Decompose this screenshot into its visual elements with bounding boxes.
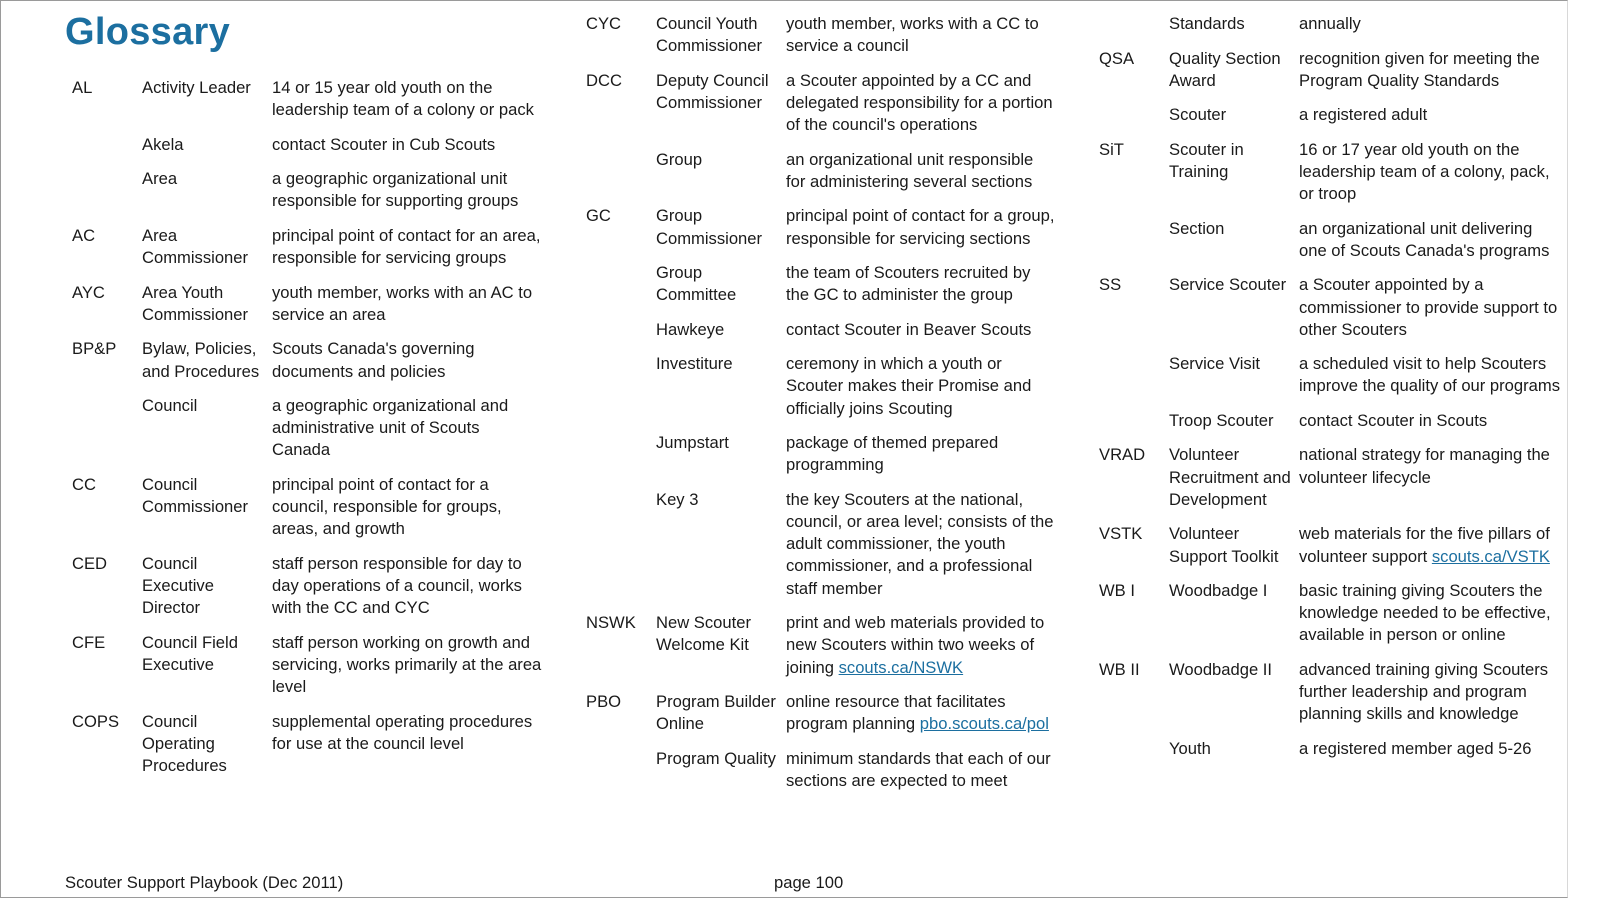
glossary-entry <box>72 338 542 382</box>
glossary-definition <box>786 262 1056 306</box>
glossary-term: Group Committee <box>656 263 737 305</box>
glossary-definition-text: 16 or 17 year old youth on the leadership team of a colony, pack, or troop <box>1299 139 1550 204</box>
glossary-definition <box>272 474 542 541</box>
glossary-definition <box>786 432 1056 476</box>
glossary-abbreviation: SiT <box>1099 139 1124 159</box>
glossary-abbreviation: NSWK <box>586 613 636 633</box>
glossary-definition-text: online resource that facilitates program planning <box>786 692 1006 734</box>
glossary-definition-text: Scouts Canada's governing documents and policies <box>272 339 475 381</box>
glossary-abbreviation: CFE <box>72 632 106 652</box>
glossary-term: Woodbadge I <box>1169 581 1268 601</box>
glossary-definition-text: principal point of contact for an area, responsible for servicing groups <box>272 225 541 268</box>
glossary-definition-text: a Scouter appointed by a CC and delegated responsibility for a portion of the council's operations <box>786 70 1053 135</box>
glossary-term: Council Field Executive <box>142 632 238 674</box>
glossary-definition-text: a Scouter appointed by a commissioner to provide support to other Scouters <box>1299 275 1558 339</box>
glossary-term: Group Commissioner <box>656 206 763 248</box>
glossary-term: Investiture <box>656 354 733 374</box>
glossary-definition <box>786 13 1056 57</box>
glossary-entry <box>586 70 1056 137</box>
glossary-entry <box>72 168 542 212</box>
glossary-definition-text: supplemental operating procedures for use at the council level <box>272 711 533 753</box>
glossary-definition-text: annually <box>1299 14 1361 33</box>
glossary-entry <box>586 149 1056 193</box>
glossary-definition-text: web materials for the five pillars of volunteer support <box>1299 524 1550 566</box>
glossary-definition <box>786 748 1056 792</box>
glossary-abbreviation: QSA <box>1099 48 1135 68</box>
glossary-definition-text: a registered member aged 5-26 <box>1299 738 1532 758</box>
glossary-definition <box>1299 353 1561 397</box>
glossary-term: Akela <box>142 134 184 154</box>
glossary-term: Area Youth Commissioner <box>142 282 249 324</box>
glossary-abbreviation: CC <box>72 474 96 494</box>
glossary-definition-text: basic training giving Scouters the knowledge needed to be effective, available in person or online <box>1299 581 1551 645</box>
glossary-definition <box>786 70 1056 137</box>
glossary-definition <box>1299 659 1561 726</box>
glossary-definition-text: ceremony in which a youth or Scouter makes their Promise and officially joins Scouting <box>786 354 1032 418</box>
glossary-definition <box>786 319 1056 341</box>
glossary-entry <box>586 13 1056 57</box>
glossary-term: Service Visit <box>1169 354 1260 374</box>
glossary-column-2 <box>586 13 1056 804</box>
glossary-definition <box>272 134 542 156</box>
glossary-abbreviation: PBO <box>586 692 622 712</box>
glossary-entry <box>586 489 1056 600</box>
glossary-definition <box>786 612 1056 679</box>
glossary-entry <box>586 262 1056 306</box>
glossary-entry <box>586 205 1056 249</box>
glossary-term: Standards <box>1169 14 1245 33</box>
glossary-entry <box>586 319 1056 341</box>
glossary-definition <box>272 77 542 121</box>
glossary-term: Key 3 <box>656 489 699 509</box>
glossary-definition-text: a scheduled visit to help Scouters improve the quality of our programs <box>1299 354 1561 396</box>
glossary-entry <box>1099 738 1561 760</box>
glossary-term: Scouter in Training <box>1169 139 1244 181</box>
glossary-term: Program Builder Online <box>656 692 776 734</box>
glossary-definition-text: a geographic organizational unit responsible for supporting groups <box>272 169 519 211</box>
glossary-definition <box>1299 139 1561 206</box>
glossary-abbreviation: CED <box>72 553 108 573</box>
glossary-entry <box>1099 218 1561 262</box>
glossary-definition-text: a geographic organizational and administrative unit of Scouts Canada <box>272 396 509 460</box>
glossary-term: Scouter <box>1169 105 1227 125</box>
glossary-definition <box>1299 523 1561 567</box>
glossary-term: Section <box>1169 218 1225 238</box>
glossary-definition <box>1299 104 1561 126</box>
glossary-term: Area <box>142 169 178 189</box>
glossary-entry <box>72 282 542 326</box>
glossary-entry <box>1099 444 1561 511</box>
glossary-entry <box>1099 13 1561 35</box>
glossary-entry <box>586 353 1056 420</box>
glossary-term: Council Youth Commissioner <box>656 14 763 56</box>
glossary-term: Program Quality <box>656 748 776 768</box>
glossary-definition-text: print and web materials provided to new Scouters within two weeks of joining <box>786 613 1045 677</box>
glossary-definition-text: youth member, works with a CC to service a council <box>786 14 1039 56</box>
glossary-column-1 <box>72 77 542 790</box>
glossary-definition-text: an organizational unit delivering one of Scouts Canada's programs <box>1299 218 1550 260</box>
glossary-definition <box>272 168 542 212</box>
glossary-definition-text: the key Scouters at the national, council, or area level; consists of the adult commissioner, the youth commissioner, and a professional staff member <box>786 489 1054 598</box>
glossary-definition-text: the team of Scouters recruited by the GC to administer the group <box>786 263 1031 305</box>
glossary-entry <box>72 474 542 541</box>
glossary-definition-text: principal point of contact for a council, responsible for groups, areas, and growth <box>272 474 502 539</box>
glossary-column-3 <box>1099 13 1561 772</box>
glossary-term: Volunteer Recruitment and Development <box>1169 445 1291 509</box>
glossary-term: Woodbadge II <box>1169 659 1273 679</box>
glossary-abbreviation: AYC <box>72 282 105 302</box>
glossary-term: Deputy Council Commissioner <box>656 70 769 112</box>
glossary-term: Bylaw, Policies, and Procedures <box>142 339 260 381</box>
glossary-definition <box>1299 738 1561 760</box>
glossary-term: Quality Section Award <box>1169 48 1281 90</box>
glossary-entry <box>1099 523 1561 567</box>
glossary-entry <box>586 432 1056 476</box>
glossary-entry <box>1099 48 1561 92</box>
glossary-definition <box>786 353 1056 420</box>
glossary-definition <box>786 489 1056 600</box>
glossary-definition <box>1299 218 1561 262</box>
glossary-abbreviation: DCC <box>586 70 622 90</box>
glossary-term: Hawkeye <box>656 319 725 339</box>
glossary-entry <box>72 553 542 620</box>
glossary-entry <box>1099 659 1561 726</box>
glossary-definition <box>272 553 542 620</box>
glossary-term: Volunteer Support Toolkit <box>1169 524 1279 566</box>
footer-page-number: page 100 <box>774 873 844 892</box>
glossary-term: New Scouter Welcome Kit <box>656 613 751 655</box>
glossary-entry <box>72 395 542 462</box>
glossary-definition <box>1299 274 1561 341</box>
glossary-entry <box>1099 274 1561 341</box>
glossary-term: Area Commissioner <box>142 225 249 268</box>
glossary-definition-text: contact Scouter in Beaver Scouts <box>786 319 1032 339</box>
glossary-definition <box>272 711 542 755</box>
glossary-definition-text: national strategy for managing the volunteer lifecycle <box>1299 445 1550 487</box>
glossary-definition-text: staff person working on growth and servicing, works primarily at the area level <box>272 632 542 697</box>
glossary-definition-text: advanced training giving Scouters further leadership and program planning skills and knowledge <box>1299 659 1549 724</box>
glossary-definition-text: an organizational unit responsible for administering several sections <box>786 149 1034 191</box>
glossary-abbreviation: SS <box>1099 275 1122 295</box>
glossary-definition-text: staff person responsible for day to day operations of a council, works with the CC and CYC <box>272 553 522 618</box>
glossary-definition-text: contact Scouter in Cub Scouts <box>272 134 496 154</box>
glossary-abbreviation: COPS <box>72 711 120 731</box>
glossary-definition <box>272 395 542 462</box>
glossary-entry <box>1099 139 1561 206</box>
glossary-entry <box>72 632 542 699</box>
glossary-definition <box>786 691 1056 735</box>
glossary-definition <box>786 149 1056 193</box>
glossary-entry <box>1099 104 1561 126</box>
glossary-definition <box>1299 48 1561 92</box>
glossary-link[interactable]: scouts.ca/NSWK <box>838 657 964 677</box>
glossary-term: Council Commissioner <box>142 474 249 517</box>
glossary-entry <box>72 77 542 121</box>
glossary-definition <box>1299 580 1561 647</box>
glossary-definition-text: 14 or 15 year old youth on the leadership team of a colony or pack <box>272 78 534 120</box>
glossary-definition <box>272 225 542 269</box>
glossary-entry <box>72 134 542 156</box>
glossary-abbreviation: WB II <box>1099 659 1140 679</box>
glossary-definition <box>272 338 542 382</box>
glossary-definition <box>272 282 542 326</box>
glossary-term: Council Operating Procedures <box>142 711 227 776</box>
glossary-abbreviation: AC <box>72 225 96 245</box>
glossary-abbreviation: VRAD <box>1099 445 1146 465</box>
glossary-definition <box>1299 444 1561 488</box>
glossary-definition <box>1299 13 1561 35</box>
glossary-definition-text: youth member, works with an AC to service an area <box>272 282 533 324</box>
glossary-entry <box>1099 580 1561 647</box>
glossary-link[interactable]: pbo.scouts.ca/pol <box>919 714 1049 734</box>
glossary-abbreviation: AL <box>72 78 93 97</box>
glossary-term: Group <box>656 149 703 169</box>
glossary-entry <box>72 711 542 778</box>
glossary-definition-text: a registered adult <box>1299 105 1428 125</box>
page-title: Glossary <box>65 11 231 53</box>
glossary-definition <box>1299 410 1561 432</box>
glossary-definition-text: package of themed prepared programming <box>786 433 999 475</box>
glossary-term: Service Scouter <box>1169 275 1287 295</box>
glossary-abbreviation: CYC <box>586 14 622 33</box>
glossary-abbreviation: BP&P <box>72 339 117 359</box>
glossary-term: Council Executive Director <box>142 553 214 618</box>
glossary-definition-text: minimum standards that each of our sections are expected to meet <box>786 748 1051 790</box>
glossary-term: Jumpstart <box>656 433 729 453</box>
glossary-term: Activity Leader <box>142 78 251 97</box>
glossary-definition-text: principal point of contact for a group, responsible for servicing sections <box>786 206 1055 248</box>
glossary-abbreviation: WB I <box>1099 581 1135 601</box>
glossary-term: Council <box>142 396 198 416</box>
glossary-link[interactable]: scouts.ca/VSTK <box>1431 546 1550 566</box>
glossary-definition <box>786 205 1056 249</box>
glossary-entry <box>586 691 1056 735</box>
footer-document-title: Scouter Support Playbook (Dec 2011) <box>65 873 344 892</box>
glossary-entry <box>1099 410 1561 432</box>
glossary-entry <box>586 612 1056 679</box>
glossary-abbreviation: VSTK <box>1099 524 1143 544</box>
glossary-term: Youth <box>1169 738 1211 758</box>
glossary-entry <box>586 748 1056 792</box>
glossary-entry <box>1099 353 1561 397</box>
glossary-term: Troop Scouter <box>1169 410 1274 430</box>
glossary-definition-text: contact Scouter in Scouts <box>1299 410 1488 430</box>
glossary-entry <box>72 225 542 269</box>
glossary-definition <box>272 632 542 699</box>
glossary-abbreviation: GC <box>586 206 611 226</box>
glossary-definition-text: recognition given for meeting the Program Quality Standards <box>1299 48 1540 90</box>
